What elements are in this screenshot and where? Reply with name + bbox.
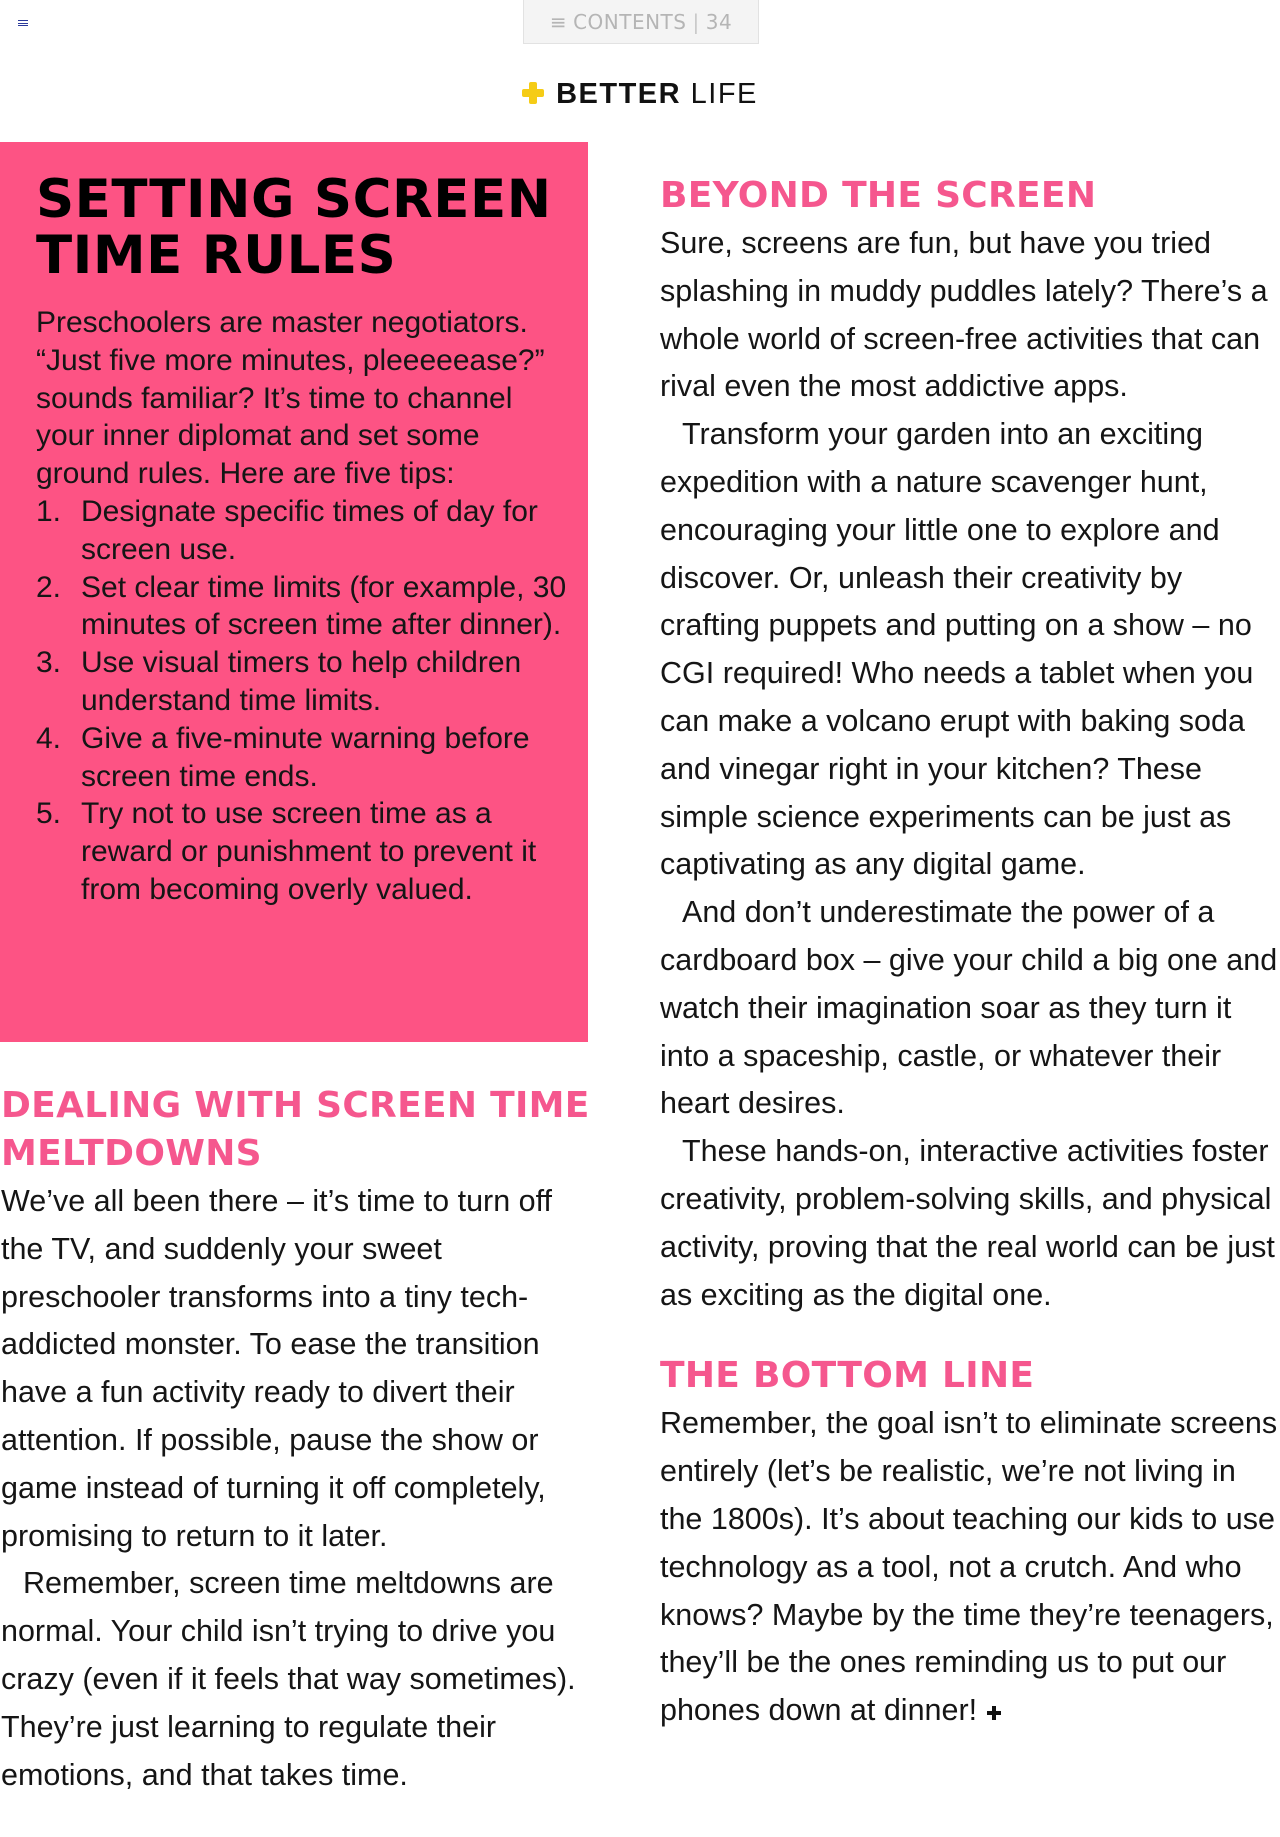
meltdowns-paragraph: We’ve all been there – it’s time to turn off the TV, and suddenly your sweet preschooler transforms into a tiny tech-addicted monster. To ease the transition have a fun activity ready to divert their attention. If possible, pause the show or game instead of turning it off completely, promising to return to it later. xyxy=(1,1184,552,1553)
section-name-light: LIFE xyxy=(690,78,758,110)
list-text: Set clear time limits (for example, 30 minutes of screen time after dinner). xyxy=(81,570,567,642)
list-text: Use visual timers to help children understand time limits. xyxy=(81,646,522,717)
tips-list xyxy=(36,493,568,909)
contents-label: CONTENTS xyxy=(573,9,687,34)
contents-button[interactable] xyxy=(523,0,759,44)
bottom-line-text: Remember, the goal isn’t to eliminate screens entirely (let’s be realistic, we’re not living in the 1800s). It’s about teaching our kids to use technology as a tool, not a crutch. And who knows? Maybe by the time they’re teenagers, they’ll be the ones reminding us to put our phones down at dinner! xyxy=(660,1406,1278,1728)
right-column xyxy=(660,172,1280,1735)
list-number: 4. xyxy=(36,721,62,755)
page-number: 34 xyxy=(705,9,733,34)
menu-icon[interactable] xyxy=(18,20,28,26)
section-header xyxy=(0,78,1280,111)
list-text: Designate specific times of day for screen use. xyxy=(81,494,538,566)
list-text: Give a five-minute warning before screen time ends. xyxy=(81,721,530,793)
list-number: 1. xyxy=(36,494,62,528)
list-item xyxy=(36,569,568,645)
beyond-paragraph: Sure, screens are fun, but have you tried splashing in muddy puddles lately? There’s a whole world of screen-free activities that can rival even the most addictive apps. xyxy=(660,226,1268,404)
plus-icon xyxy=(522,82,544,104)
beyond-heading: BEYOND THE SCREEN xyxy=(660,175,1097,216)
meltdowns-heading: DEALING WITH SCREEN TIME MELTDOWNS xyxy=(1,1085,590,1174)
list-item xyxy=(36,720,568,796)
list-number: 3. xyxy=(36,646,62,680)
meltdowns-section xyxy=(1,1082,591,1799)
list-item xyxy=(36,493,568,569)
list-number: 2. xyxy=(36,570,62,604)
end-mark-icon xyxy=(987,1706,1001,1720)
beyond-paragraph: Transform your garden into an exciting expedition with a nature scavenger hunt, encouraging your little one to explore and discover. Or, unleash their creativity by crafting puppets and putting on a show – no CGI required! Who needs a tablet when you can make a volcano erupt with baking soda and vinegar right in your kitchen? These simple science experiments can be just as captivating as any digital game. xyxy=(660,417,1254,882)
bottom-line-heading: THE BOTTOM LINE xyxy=(660,1355,1035,1397)
divider: | xyxy=(692,9,700,34)
section-name-bold: BETTER xyxy=(556,78,682,110)
beyond-paragraph: These hands-on, interactive activities foster creativity, problem-solving skills, and physical activity, proving that the real world can be just as exciting as the digital one. xyxy=(660,1134,1275,1312)
list-item xyxy=(36,644,568,720)
tips-title: SETTING SCREEN TIME RULES xyxy=(36,169,552,286)
list-item xyxy=(36,795,568,908)
list-icon: ≡ xyxy=(549,9,568,34)
tips-intro: Preschoolers are master negotiators. “Just five more minutes, pleeeeease?” sounds familiar? It’s time to channel your inner diplomat and set some ground rules. Here are five tips: xyxy=(36,306,545,491)
bottom-line-paragraph xyxy=(660,1400,1280,1735)
list-text: Try not to use screen time as a reward or punishment to prevent it from becoming overly valued. xyxy=(81,797,537,906)
list-number: 5. xyxy=(36,797,62,831)
meltdowns-paragraph: Remember, screen time meltdowns are normal. Your child isn’t trying to drive you crazy (even if it feels that way sometimes). They’re just learning to regulate their emotions, and that takes time. xyxy=(1,1566,576,1792)
tips-box xyxy=(0,142,588,1042)
beyond-paragraph: And don’t underestimate the power of a cardboard box – give your child a big one and watch their imagination soar as they turn it into a spaceship, castle, or whatever their heart desires. xyxy=(660,895,1278,1121)
